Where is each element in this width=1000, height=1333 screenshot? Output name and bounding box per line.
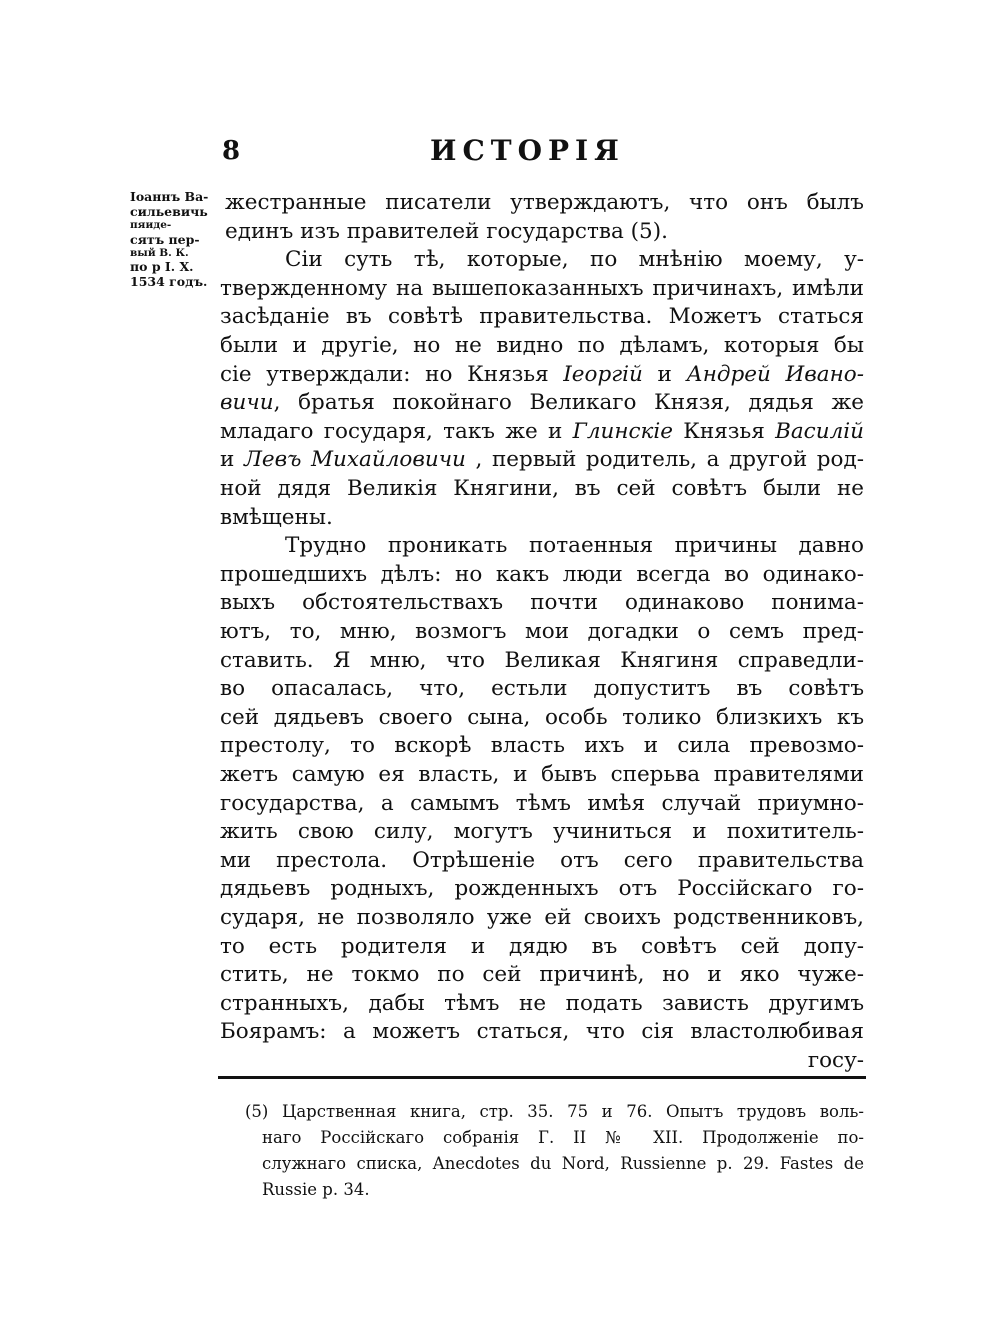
text-span: ми престола. Отрѣшеніе отъ сего правительства	[220, 847, 864, 873]
margin-note-line: 1534 годъ.	[130, 274, 208, 290]
body-line	[220, 960, 864, 990]
text-span: были и другіе, но не видно по дѣламъ, которыя бы	[220, 333, 864, 358]
footnote-rule	[218, 1076, 866, 1079]
text-span: Сіи суть тѣ, которые, по мнѣнію моему, у-	[285, 247, 864, 273]
margin-note-line: вый В. К.	[130, 246, 189, 259]
text-span: во опасалась, что, естьли допуститъ въ совѣтъ	[220, 676, 864, 702]
footnote-line: служнаго списка, Anecdotes du Nord, Russienne p. 29. Fastes de	[262, 1154, 864, 1173]
body-line	[220, 817, 864, 847]
body-line	[220, 503, 864, 533]
text-span: дядьевъ родныхъ, рожденныхъ отъ Россійскаго го-	[220, 876, 864, 902]
text-span: и	[642, 361, 687, 387]
body-line	[220, 588, 864, 618]
margin-note-line: сятъ пер-	[130, 231, 200, 247]
body-line	[220, 703, 864, 733]
margin-note-line: Іоаннъ Ва-	[130, 189, 209, 204]
body-line	[220, 932, 864, 962]
text-span: вмѣщены.	[220, 504, 333, 530]
text-span: Трудно проникать потаенныя причины давно	[285, 533, 864, 559]
margin-note-line: по р І. Х.	[130, 259, 194, 275]
body-line	[220, 903, 864, 933]
body-line	[285, 245, 864, 275]
margin-note-line: пяиде-	[130, 219, 172, 231]
italic-name: Іеоргій	[563, 361, 643, 387]
body-line	[220, 846, 864, 876]
text-span: Князья	[673, 418, 776, 444]
body-line	[220, 560, 864, 590]
body-line	[220, 445, 864, 475]
body-line	[225, 188, 864, 218]
text-span: сіе утверждали: но Князья	[220, 361, 564, 387]
text-span: единъ изъ правителей государства (5).	[225, 218, 668, 244]
text-span: то есть родителя и дядю въ совѣтъ сей допу-	[220, 933, 864, 959]
text-span: странныхъ, дабы тѣмъ не подать зависть другимъ	[220, 990, 864, 1016]
text-span: Боярамъ: а можетъ статься, что сія властолюбивая	[220, 1019, 864, 1045]
body-line	[220, 874, 864, 904]
text-span: прошедшихъ дѣлъ: но какъ люди всегда во одинако-	[220, 561, 864, 587]
footnote-line: наго Россійскаго собранія Г. II № XII. Продолженіе по-	[262, 1128, 864, 1147]
italic-name: Левъ Михайловичи	[243, 447, 466, 473]
body-line	[220, 331, 864, 361]
text-span: сударя, не позволяло уже ей своихъ родственниковъ,	[220, 905, 864, 930]
italic-name: Андрей Ивано-	[686, 361, 864, 387]
body-line	[220, 617, 864, 647]
body-line	[220, 731, 864, 761]
body-line	[225, 217, 864, 247]
text-span: ставить. Я мню, что Великая Княгиня справедли-	[220, 647, 864, 673]
text-span: жестранные писатели утверждаютъ, что онъ былъ	[225, 190, 864, 215]
body-line	[220, 989, 864, 1019]
text-span: выхъ обстоятельствахъ почти одинаково понима-	[220, 590, 864, 616]
text-span: ной дядя Великія Княгини, въ сей совѣтъ были не	[220, 476, 864, 501]
text-span: младаго государя, такъ же и	[220, 418, 573, 444]
body-line	[220, 789, 864, 819]
body-line	[220, 646, 864, 676]
text-span: жетъ самую ея власть, и бывъ сперьва правителями	[220, 762, 864, 787]
text-span: сей дядьевъ своего сына, особь толико близкихъ къ	[220, 704, 864, 730]
running-title: ИСТОРІЯ	[430, 134, 625, 167]
italic-name: вичи	[220, 390, 274, 416]
page-number: 8	[222, 136, 241, 166]
text-span: засѣданіе въ совѣтѣ правительства. Можетъ статься	[220, 304, 864, 330]
body-line	[220, 474, 864, 504]
body-line	[220, 360, 864, 390]
text-span: , первый родитель, а другой род-	[465, 447, 864, 473]
body-line	[220, 1046, 864, 1076]
text-span: госу-	[807, 1048, 864, 1073]
body-line	[285, 531, 864, 561]
body-line	[220, 302, 864, 332]
margin-note	[130, 189, 222, 289]
text-span: государства, а самымъ тѣмъ имѣя случай приумно-	[220, 790, 864, 816]
body-line	[220, 674, 864, 704]
text-span: , братья покойнаго Великаго Князя, дядья же	[273, 390, 864, 416]
body-line	[220, 388, 864, 418]
body-line	[220, 417, 864, 447]
body-line	[220, 1017, 864, 1047]
text-span: жить свою силу, могутъ учиниться и похититель-	[220, 819, 864, 845]
margin-note-line: сильевичь	[130, 204, 208, 219]
text-span: и	[220, 447, 244, 473]
italic-name: Глинскіе	[572, 418, 673, 444]
italic-name: Василій	[775, 418, 864, 444]
text-span: ютъ, то, мню, возмогъ мои догадки о семъ пред-	[220, 619, 864, 644]
text-span: престолу, то вскорѣ власть ихъ и сила превозмо-	[220, 733, 864, 759]
footnote-line: (5) Царственная книга, стр. 35. 75 и 76. Опытъ трудовъ воль-	[245, 1102, 864, 1121]
footnote-line: Russie p. 34.	[262, 1180, 370, 1199]
body-line	[220, 274, 864, 304]
body-line	[220, 760, 864, 790]
text-span: твержденному на вышепоказанныхъ причинахъ, имѣли	[220, 275, 864, 301]
text-span: стить, не токмо по сей причинѣ, но и яко чуже-	[220, 962, 864, 988]
